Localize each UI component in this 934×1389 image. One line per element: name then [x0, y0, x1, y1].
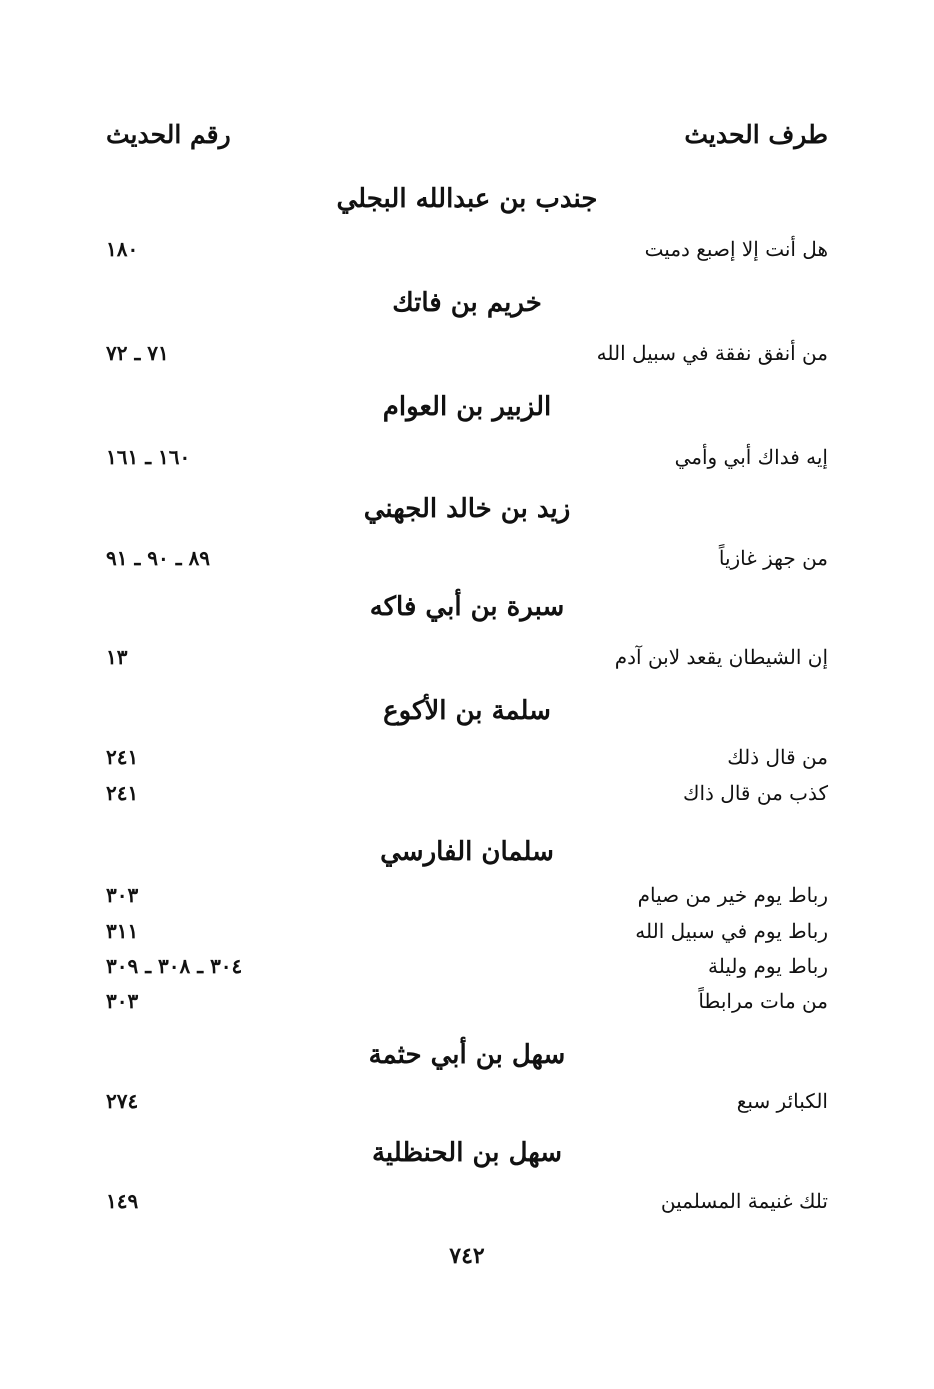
- hadith-start-text: رباط يوم وليلة: [708, 954, 828, 978]
- narrator-heading: سلمان الفارسي: [380, 837, 554, 867]
- narrator-heading: زيد بن خالد الجهني: [363, 494, 571, 524]
- hadith-start-text: هل أنت إلا إصبع دميت: [644, 237, 828, 261]
- hadith-start-text: من أنفق نفقة في سبيل الله: [596, 341, 828, 365]
- hadith-start-text: إن الشيطان يقعد لابن آدم: [614, 645, 828, 669]
- hadith-start-text: الكبائر سبع: [736, 1089, 828, 1113]
- hadith-number: ٢٧٤: [106, 1089, 139, 1113]
- hadith-start-text: إيه فداك أبي وأمي: [674, 445, 828, 469]
- hadith-start-text: من جهز غازياً: [718, 546, 828, 570]
- narrator-heading: جندب بن عبدالله البجلي: [336, 184, 598, 214]
- hadith-number: ١٦٠ ـ ١٦١: [106, 445, 191, 469]
- narrator-heading: سلمة بن الأكوع: [383, 696, 551, 726]
- hadith-start-text: تلك غنيمة المسلمين: [660, 1189, 828, 1213]
- narrator-heading: سهل بن أبي حثمة: [368, 1040, 566, 1070]
- hadith-start-text: رباط يوم في سبيل الله: [635, 919, 828, 943]
- narrator-heading: خريم بن فاتك: [392, 288, 542, 318]
- hadith-number: ٣٠٣: [106, 989, 139, 1013]
- hadith-number: ٣١١: [106, 919, 139, 943]
- hadith-number: ١٣: [106, 645, 128, 669]
- hadith-number: ٢٤١: [106, 745, 139, 769]
- hadith-start-text: من مات مرابطاً: [698, 989, 828, 1013]
- hadith-number: ٨٩ ـ ٩٠ ـ ٩١: [106, 546, 211, 570]
- hadith-number: ١٤٩: [106, 1189, 139, 1213]
- hadith-number: ٧١ ـ ٧٢: [106, 341, 169, 365]
- hadith-start-text: من قال ذلك: [727, 745, 828, 769]
- page-number: ٧٤٢: [449, 1243, 485, 1269]
- narrator-heading: سهل بن الحنظلية: [371, 1138, 563, 1168]
- hadith-start-text: رباط يوم خير من صيام: [637, 883, 828, 907]
- narrator-heading: سبرة بن أبي فاكه: [369, 592, 565, 622]
- narrator-heading: الزبير بن العوام: [382, 392, 552, 422]
- hadith-start-text: كذب من قال ذاك: [683, 781, 828, 805]
- column-header-hadith-start: طرف الحديث: [684, 120, 828, 149]
- hadith-number: ٣٠٣: [106, 883, 139, 907]
- hadith-number: ١٨٠: [106, 237, 139, 261]
- hadith-number: ٢٤١: [106, 781, 139, 805]
- hadith-number: ٣٠٤ ـ ٣٠٨ ـ ٣٠٩: [106, 954, 243, 978]
- column-header-hadith-number: رقم الحديث: [106, 120, 231, 149]
